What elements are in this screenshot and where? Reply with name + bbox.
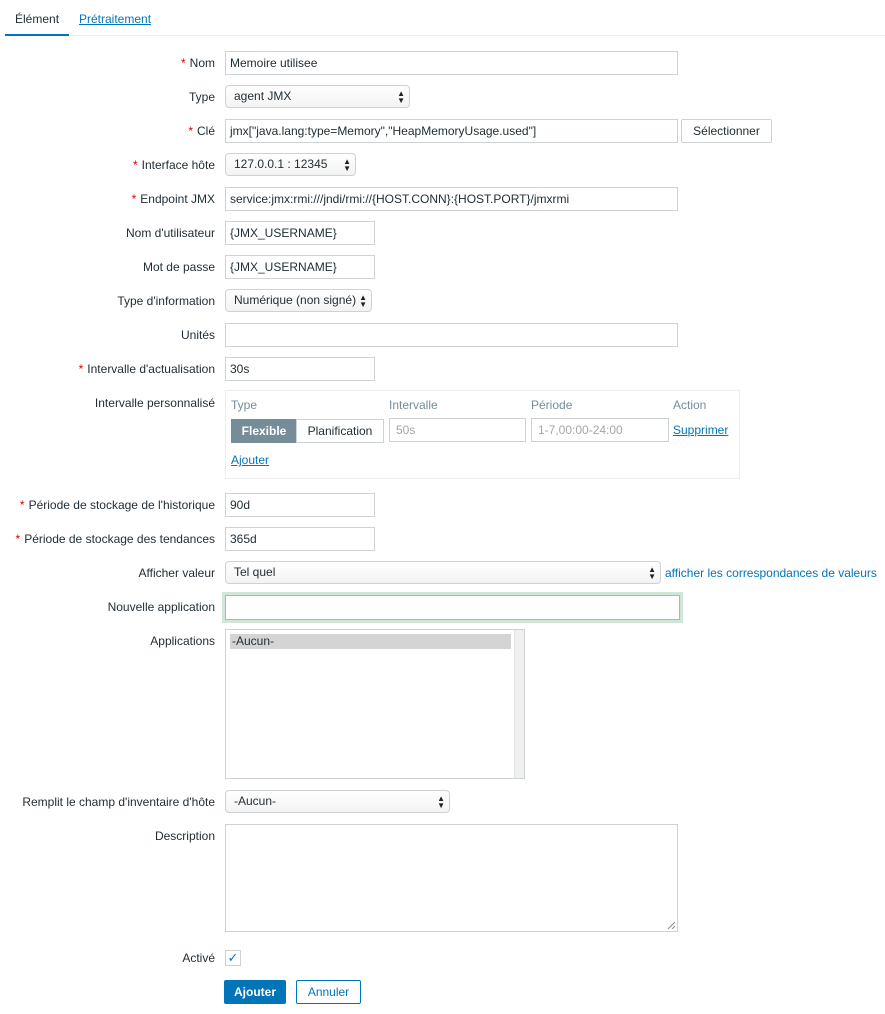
cancel-button[interactable]: Annuler — [296, 980, 361, 1004]
add-interval-link[interactable]: Ajouter — [231, 453, 270, 467]
description-label: Description — [154, 829, 215, 843]
endpoint-label: * Endpoint JMX — [131, 192, 215, 206]
required-marker: * — [132, 158, 138, 172]
tab-preprocessing[interactable]: Prétraitement — [79, 12, 152, 26]
password-input[interactable]: {JMX_USERNAME} — [225, 255, 375, 279]
new-application-label: Nouvelle application — [107, 600, 215, 614]
interface-label: * Interface hôte — [132, 158, 215, 172]
show-value-select[interactable]: Tel quel ▲ ▼ — [225, 561, 661, 584]
type-label: Type — [188, 90, 215, 104]
col-period-header: Période — [531, 398, 573, 412]
select-arrows-icon: ▲ ▼ — [343, 156, 351, 173]
select-key-button[interactable]: Sélectionner — [681, 119, 772, 143]
trends-label: * Période de stockage des tendances — [15, 532, 215, 546]
show-value-label: Afficher valeur — [138, 566, 215, 580]
units-input[interactable] — [225, 323, 678, 347]
required-marker: * — [188, 124, 193, 138]
select-arrows-icon: ▲ ▼ — [648, 564, 656, 581]
custom-intervals-table — [225, 390, 740, 479]
applications-listbox[interactable] — [225, 629, 525, 779]
col-type-header: Type — [231, 398, 258, 412]
enabled-checkbox[interactable] — [225, 950, 241, 966]
required-marker: * — [15, 532, 21, 546]
col-interval-header: Intervalle — [389, 398, 438, 412]
key-label: * Clé — [188, 124, 215, 138]
username-label: Nom d'utilisateur — [126, 226, 215, 240]
type-select[interactable]: agent JMX ▲ ▼ — [225, 85, 410, 108]
select-arrows-icon: ▲ ▼ — [437, 793, 445, 810]
required-marker: * — [131, 192, 137, 206]
type-flexible-button[interactable]: Flexible — [231, 419, 297, 443]
type-scheduling-button[interactable]: Planification — [296, 419, 384, 443]
required-marker: * — [180, 56, 186, 70]
resize-handle-icon[interactable] — [667, 921, 675, 929]
add-button[interactable]: Ajouter — [224, 980, 286, 1004]
required-marker: * — [19, 498, 25, 512]
username-input[interactable]: {JMX_USERNAME} — [225, 221, 375, 245]
scrollbar[interactable] — [514, 630, 524, 778]
interval-input[interactable]: 50s — [389, 418, 526, 442]
value-mappings-link[interactable]: afficher les correspondances de valeurs — [665, 566, 877, 580]
applications-label: Applications — [150, 634, 215, 648]
name-label: * Nom — [180, 56, 215, 70]
remove-interval-link[interactable]: Supprimer — [673, 423, 729, 437]
update-interval-input[interactable]: 30s — [225, 357, 375, 381]
interface-select[interactable]: 127.0.0.1 : 12345 ▲ ▼ — [225, 153, 356, 176]
password-label: Mot de passe — [142, 260, 215, 274]
info-type-label: Type d'information — [117, 294, 215, 308]
custom-intervals-label: Intervalle personnalisé — [94, 396, 215, 410]
inventory-label: Remplit le champ d'inventaire d'hôte — [22, 795, 215, 809]
checkmark-icon: ✓ — [227, 950, 239, 965]
inventory-select[interactable]: -Aucun- ▲ ▼ — [225, 790, 450, 813]
list-item[interactable]: -Aucun- — [230, 634, 511, 649]
tab-bar — [5, 4, 885, 36]
update-interval-label: * Intervalle d'actualisation — [78, 362, 215, 376]
description-textarea[interactable] — [225, 824, 678, 932]
units-label: Unités — [180, 328, 215, 342]
required-marker: * — [78, 362, 84, 376]
select-arrows-icon: ▲ ▼ — [359, 292, 367, 309]
trends-input[interactable]: 365d — [225, 527, 375, 551]
info-type-select[interactable]: Numérique (non signé) ▲ ▼ — [225, 289, 372, 312]
name-input[interactable]: Memoire utilisee — [225, 51, 678, 75]
history-input[interactable]: 90d — [225, 493, 375, 517]
period-input[interactable]: 1-7,00:00-24:00 — [531, 418, 669, 442]
col-action-header: Action — [673, 398, 707, 412]
new-application-input[interactable] — [225, 595, 680, 620]
history-label: * Période de stockage de l'historique — [19, 498, 215, 512]
endpoint-input[interactable]: service:jmx:rmi:///jndi/rmi://{HOST.CONN}:{HOST.PORT}/jmxrmi — [225, 187, 678, 211]
tab-item[interactable]: Élément — [5, 4, 69, 36]
enabled-label: Activé — [182, 951, 215, 965]
select-arrows-icon: ▲ ▼ — [397, 88, 405, 105]
key-input[interactable]: jmx["java.lang:type=Memory","HeapMemoryUsage.used"] — [225, 119, 678, 143]
